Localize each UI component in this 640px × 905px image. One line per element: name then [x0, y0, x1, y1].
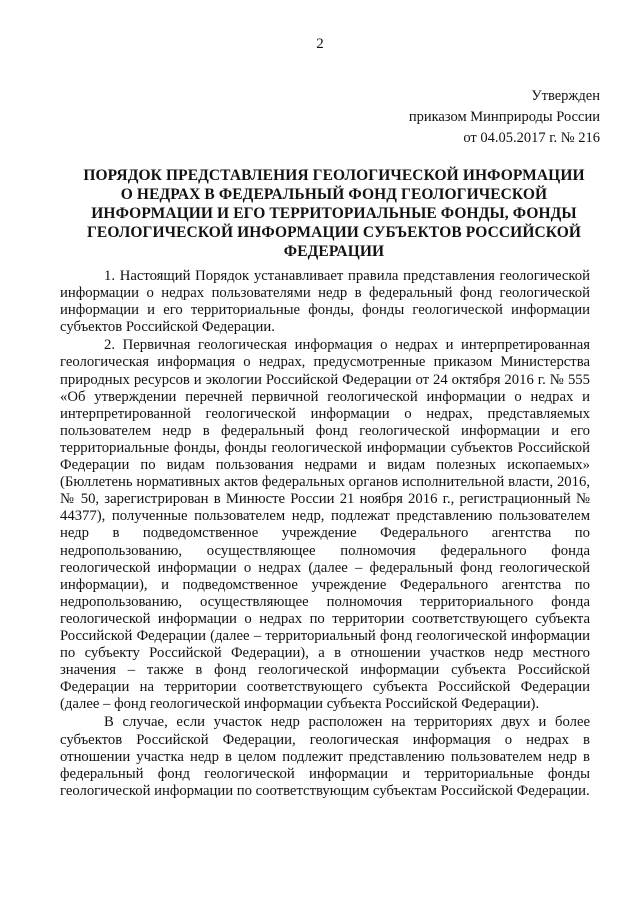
- paragraph-2: 2. Первичная геологическая информация о недрах и интерпретированная геологическая информация о недрах, предусмотренные приказом Министерства природных ресурсов и экологии Российской Федерации от 24 октября 2016 г. № 555 «Об утверждении перечней первичной геологической информации о недрах и интерпретированной геологической информации о недрах, представляемых пользователем недр в федеральный фонд геологической информации и его территориальные фонды, фонды геологической информации субъектов Российской Федерации по видам пользования недрами и видам полезных ископаемых» (Бюллетень нормативных актов федеральных органов исполнительной власти, 2016, № 50, зарегистрирован в Минюсте России 21 ноября 2016 г., регистрационный № 44377), полученные пользователем недр, подлежат представлению пользователем недр в подведомственное учреждение Федерального агентства по недропользованию, осуществляющее полномочия федерального фонда геологической информации о недрах (далее – федеральный фонд геологической информации), и подведомственное учреждение Федерального агентства по недропользованию, осуществляющее полномочия территориального фонда геологической информации о недрах по территории соответствующего субъекта Российской Федерации (далее – территориальный фонд геологической информации по субъекту Российской Федерации), а в отношении участков недр местного значения – также в фонд геологической информации субъекта Российской Федерации на территории соответствующего субъекта Российской Федерации (далее – фонд геологической информации субъекта Российской Федерации).: [60, 337, 590, 713]
- paragraph-1: 1. Настоящий Порядок устанавливает правила представления геологической информации о недрах пользователями недр в федеральный фонд геологической информации и его территориальные фонды, фонды геологической информации субъектов Российской Федерации.: [60, 268, 590, 336]
- paragraph-3: В случае, если участок недр расположен на территориях двух и более субъектов Российской Федерации, геологическая информация о недрах в отношении участка недр в целом подлежит представлению пользователем недр в федеральный фонд геологической информации и территориальные фонды геологической информации по соответствующим субъектам Российской Федерации.: [60, 714, 590, 799]
- approval-stamp: [360, 86, 600, 149]
- title-line: ПОРЯДОК ПРЕДСТАВЛЕНИЯ ГЕОЛОГИЧЕСКОЙ ИНФОРМАЦИИ: [83, 167, 585, 184]
- title-line: ГЕОЛОГИЧЕСКОЙ ИНФОРМАЦИИ СУБЪЕКТОВ РОССИЙСКОЙ: [86, 224, 582, 241]
- approval-line: от 04.05.2017 г. № 216: [463, 130, 600, 146]
- page-number: 2: [316, 36, 324, 52]
- title-line: ФЕДЕРАЦИИ: [283, 243, 385, 260]
- document-body: [60, 268, 590, 801]
- approval-line: приказом Минприроды России: [408, 109, 600, 125]
- approval-line: Утвержден: [531, 88, 600, 104]
- title-line: ИНФОРМАЦИИ И ЕГО ТЕРРИТОРИАЛЬНЫЕ ФОНДЫ, ФОНДЫ: [91, 205, 577, 222]
- document-title: [78, 166, 590, 261]
- title-line: О НЕДРАХ В ФЕДЕРАЛЬНЫЙ ФОНД ГЕОЛОГИЧЕСКОЙ: [120, 186, 548, 203]
